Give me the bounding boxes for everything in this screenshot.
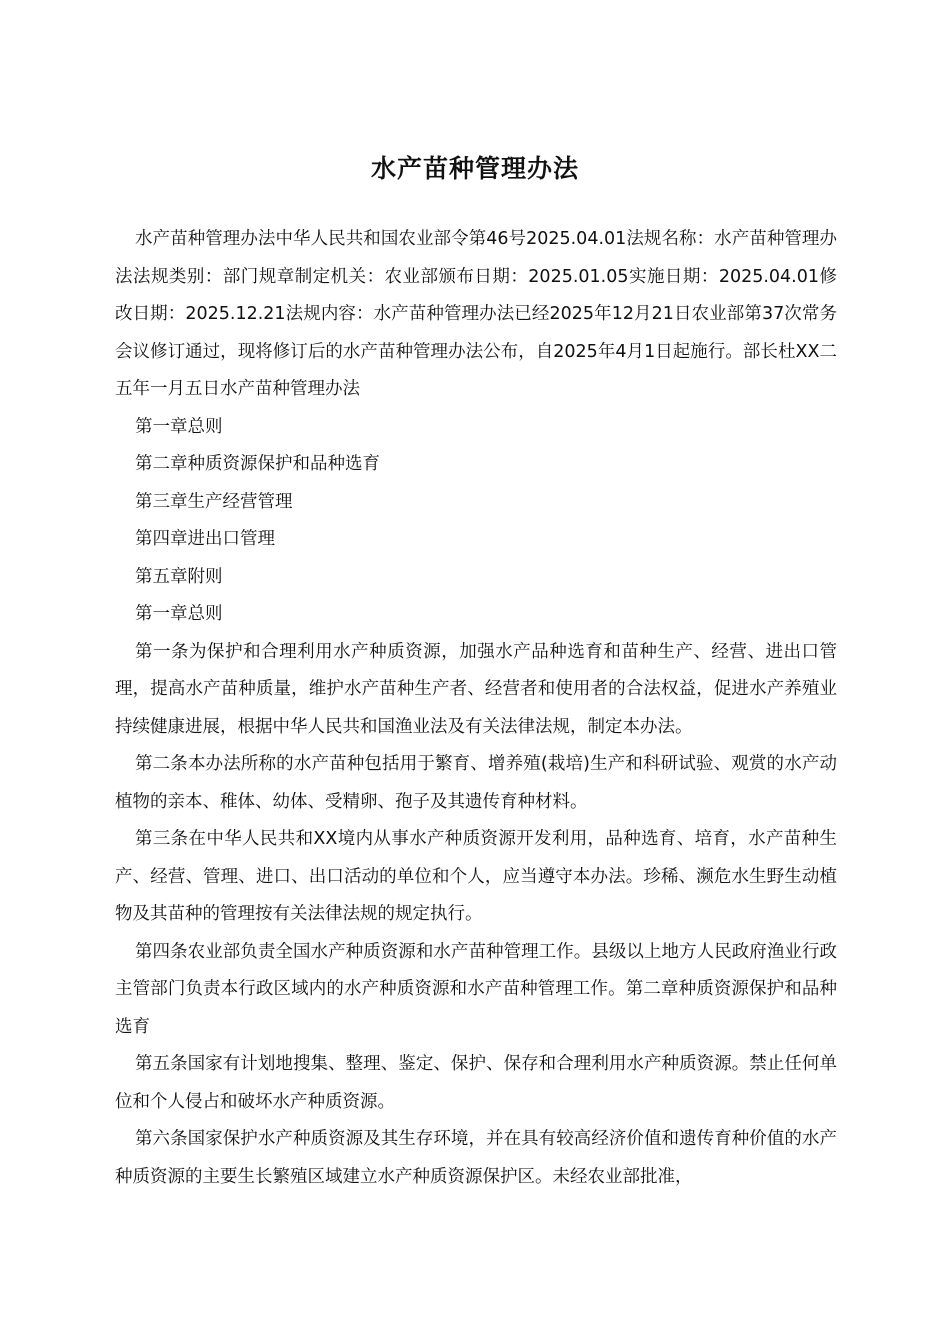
article-2: 第二条本办法所称的水产苗种包括用于繁育、增养殖(栽培)生产和科研试验、观赏的水产动植物的亲本、稚体、幼体、受精卵、孢子及其遗传育种材料。	[115, 754, 837, 812]
toc-item-chapter-4: 第四章进出口管理	[135, 529, 275, 549]
document-title: 水产苗种管理办法	[370, 153, 579, 183]
toc-item-chapter-1: 第一章总则	[135, 416, 223, 437]
toc-item-chapter-5: 第五章附则	[135, 566, 223, 587]
article-3: 第三条在中华人民共和XX境内从事水产种质资源开发利用，品种选育、培育，水产苗种生产、经营、管理、进口、出口活动的单位和个人，应当遵守本办法。珍稀、濒危水生野生动植物及其苗种的管理按有关法律法规的规定执行。	[115, 829, 837, 924]
chapter-1-heading: 第一章总则	[135, 604, 223, 624]
toc-item-chapter-3: 第三章生产经营管理	[135, 491, 293, 512]
article-4: 第四条农业部负责全国水产种质资源和水产苗种管理工作。县级以上地方人民政府渔业行政主管部门负责本行政区域内的水产种质资源和水产苗种管理工作。第二章种质资源保护和品种选育	[115, 941, 837, 1037]
article-5: 第五条国家有计划地搜集、整理、鉴定、保护、保存和合理利用水产种质资源。禁止任何单位和个人侵占和破坏水产种质资源。	[115, 1054, 837, 1112]
toc-item-chapter-2: 第二章种质资源保护和品种选育	[135, 454, 380, 474]
article-6: 第六条国家保护水产种质资源及其生存环境，并在具有较高经济价值和遗传育种价值的水产种质资源的主要生长繁殖区域建立水产种质资源保护区。未经农业部批准，	[115, 1129, 837, 1187]
document-body	[115, 221, 837, 1196]
preamble-paragraph: 水产苗种管理办法中华人民共和国农业部令第46号2025.04.01法规名称：水产苗种管理办法法规类别：部门规章制定机关：农业部颁布日期：2025.01.05实施日期：2025.04.01修改日期：2025.12.21法规内容：水产苗种管理办法已经2025年12月21日农业部第37次常务会议修订通过，现将修订后的水产苗种管理办法公布，自2025年4月1日起施行。部长杜XX二五年一月五日水产苗种管理办法	[115, 229, 837, 399]
article-1: 第一条为保护和合理利用水产种质资源，加强水产品种选育和苗种生产、经营、进出口管理，提高水产苗种质量，维护水产苗种生产者、经营者和使用者的合法权益，促进水产养殖业持续健康进展，根据中华人民共和国渔业法及有关法律法规，制定本办法。	[115, 641, 837, 737]
